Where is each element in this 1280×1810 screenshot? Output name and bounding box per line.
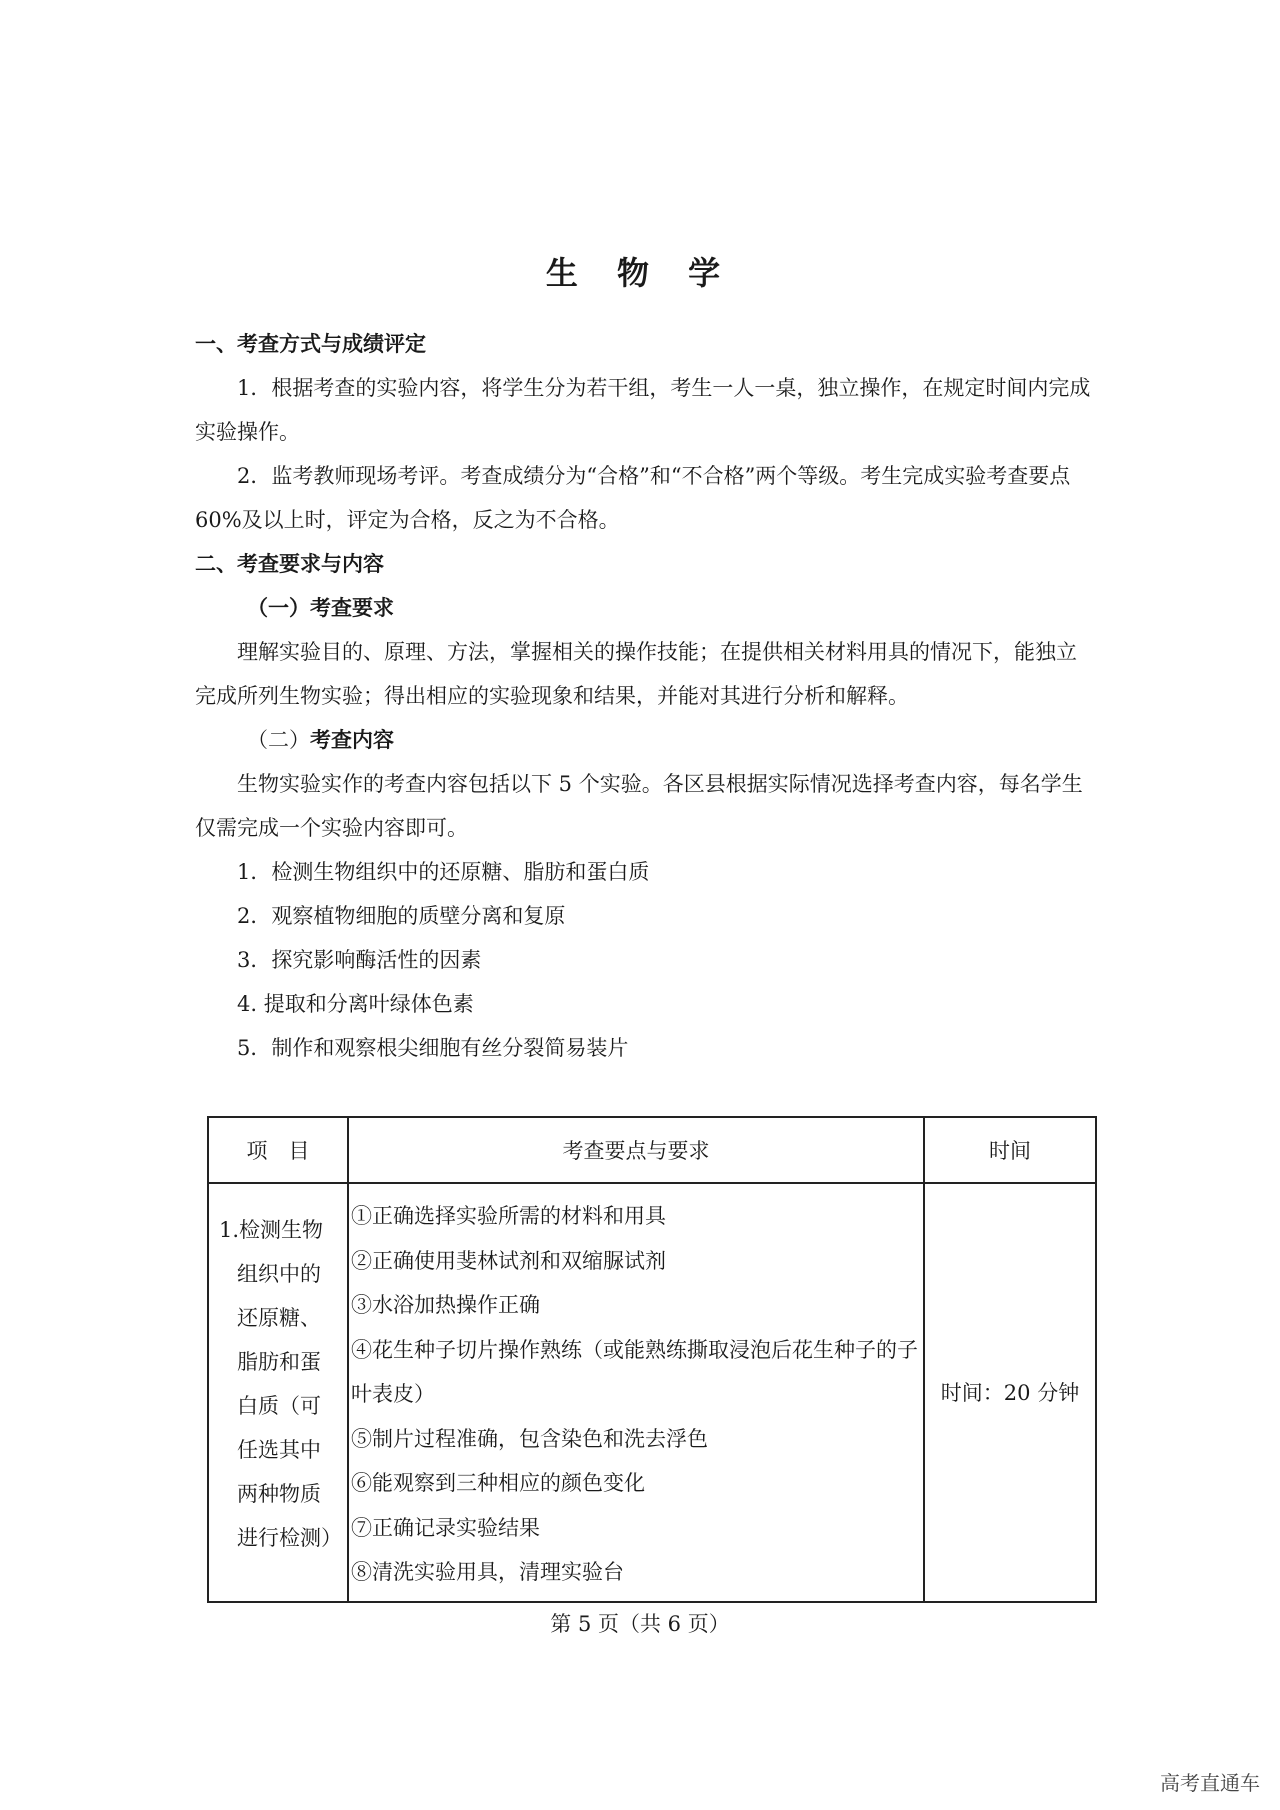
requirement-item: ⑤制片过程准确，包含染色和洗去浮色 [351,1426,708,1451]
requirement-item: ④花生种子切片操作熟练（或能熟练撕取浸泡后花生种子的子叶表皮） [351,1337,918,1406]
sub1-paragraph: 理解实验目的、原理、方法，掌握相关的操作技能；在提供相关材料用具的情况下，能独立完成所列生物实验；得出相应的实验现象和结果，并能对其进行分析和解释。 [195,640,1077,708]
sub2-heading-num: （二） [247,728,310,752]
requirements-table [207,1116,1097,1603]
list-item: 5．制作和观察根尖细胞有丝分裂简易装片 [237,1036,629,1060]
requirement-item: ⑧清洗实验用具，清理实验台 [351,1560,624,1584]
header-requirements: 考查要点与要求 [348,1117,924,1183]
page-number: 第 5 页（共 6 页） [550,1612,730,1636]
watermark-text: 高考直通车 [1160,1771,1260,1795]
requirement-item: ②正确使用斐林试剂和双缩脲试剂 [351,1248,666,1273]
list-item: 3．探究影响酶活性的因素 [237,948,482,972]
sub2-heading-text: 考查内容 [310,727,394,752]
content-body [195,322,1095,1070]
requirement-item: ⑦正确记录实验结果 [351,1515,540,1540]
sub1-heading [195,586,1095,630]
sub2-heading [195,718,1095,762]
header-project: 项 目 [208,1117,348,1183]
requirement-item: ①正确选择实验所需的材料和用具 [351,1204,666,1228]
requirement-item: ⑥能观察到三种相应的颜色变化 [351,1471,645,1495]
list-item: 2．观察植物细胞的质壁分离和复原 [237,904,566,928]
list-item: 4. 提取和分离叶绿体色素 [237,992,474,1016]
list-item: 1．检测生物组织中的还原糖、脂肪和蛋白质 [237,860,650,884]
page-title: 生 物 学 [545,254,735,292]
section2-heading: 二、考查要求与内容 [195,551,384,576]
requirements-cell [348,1183,924,1602]
project-cell: 1.检测生物组织中的还原糖、脂肪和蛋白质（可任选其中两种物质进行检测） [208,1183,348,1602]
section1-paragraph-2: 2．监考教师现场考评。考查成绩分为“合格”和“不合格”两个等级。考生完成实验考查要点60%及以上时，评定为合格，反之为不合格。 [195,464,1071,532]
header-time: 时间 [924,1117,1096,1183]
time-cell: 时间：20 分钟 [924,1183,1096,1602]
sub1-heading-text: （一）考查要求 [247,595,394,620]
section1-heading: 一、考查方式与成绩评定 [195,331,426,356]
table-header-row [208,1117,1096,1183]
sub2-paragraph: 生物实验实作的考查内容包括以下 5 个实验。各区县根据实际情况选择考查内容，每名学生仅需完成一个实验内容即可。 [195,772,1083,840]
table-row [208,1183,1096,1602]
requirement-item: ③水浴加热操作正确 [351,1293,540,1317]
section1-paragraph-1: 1．根据考查的实验内容，将学生分为若干组，考生一人一桌，独立操作，在规定时间内完成实验操作。 [195,376,1091,444]
